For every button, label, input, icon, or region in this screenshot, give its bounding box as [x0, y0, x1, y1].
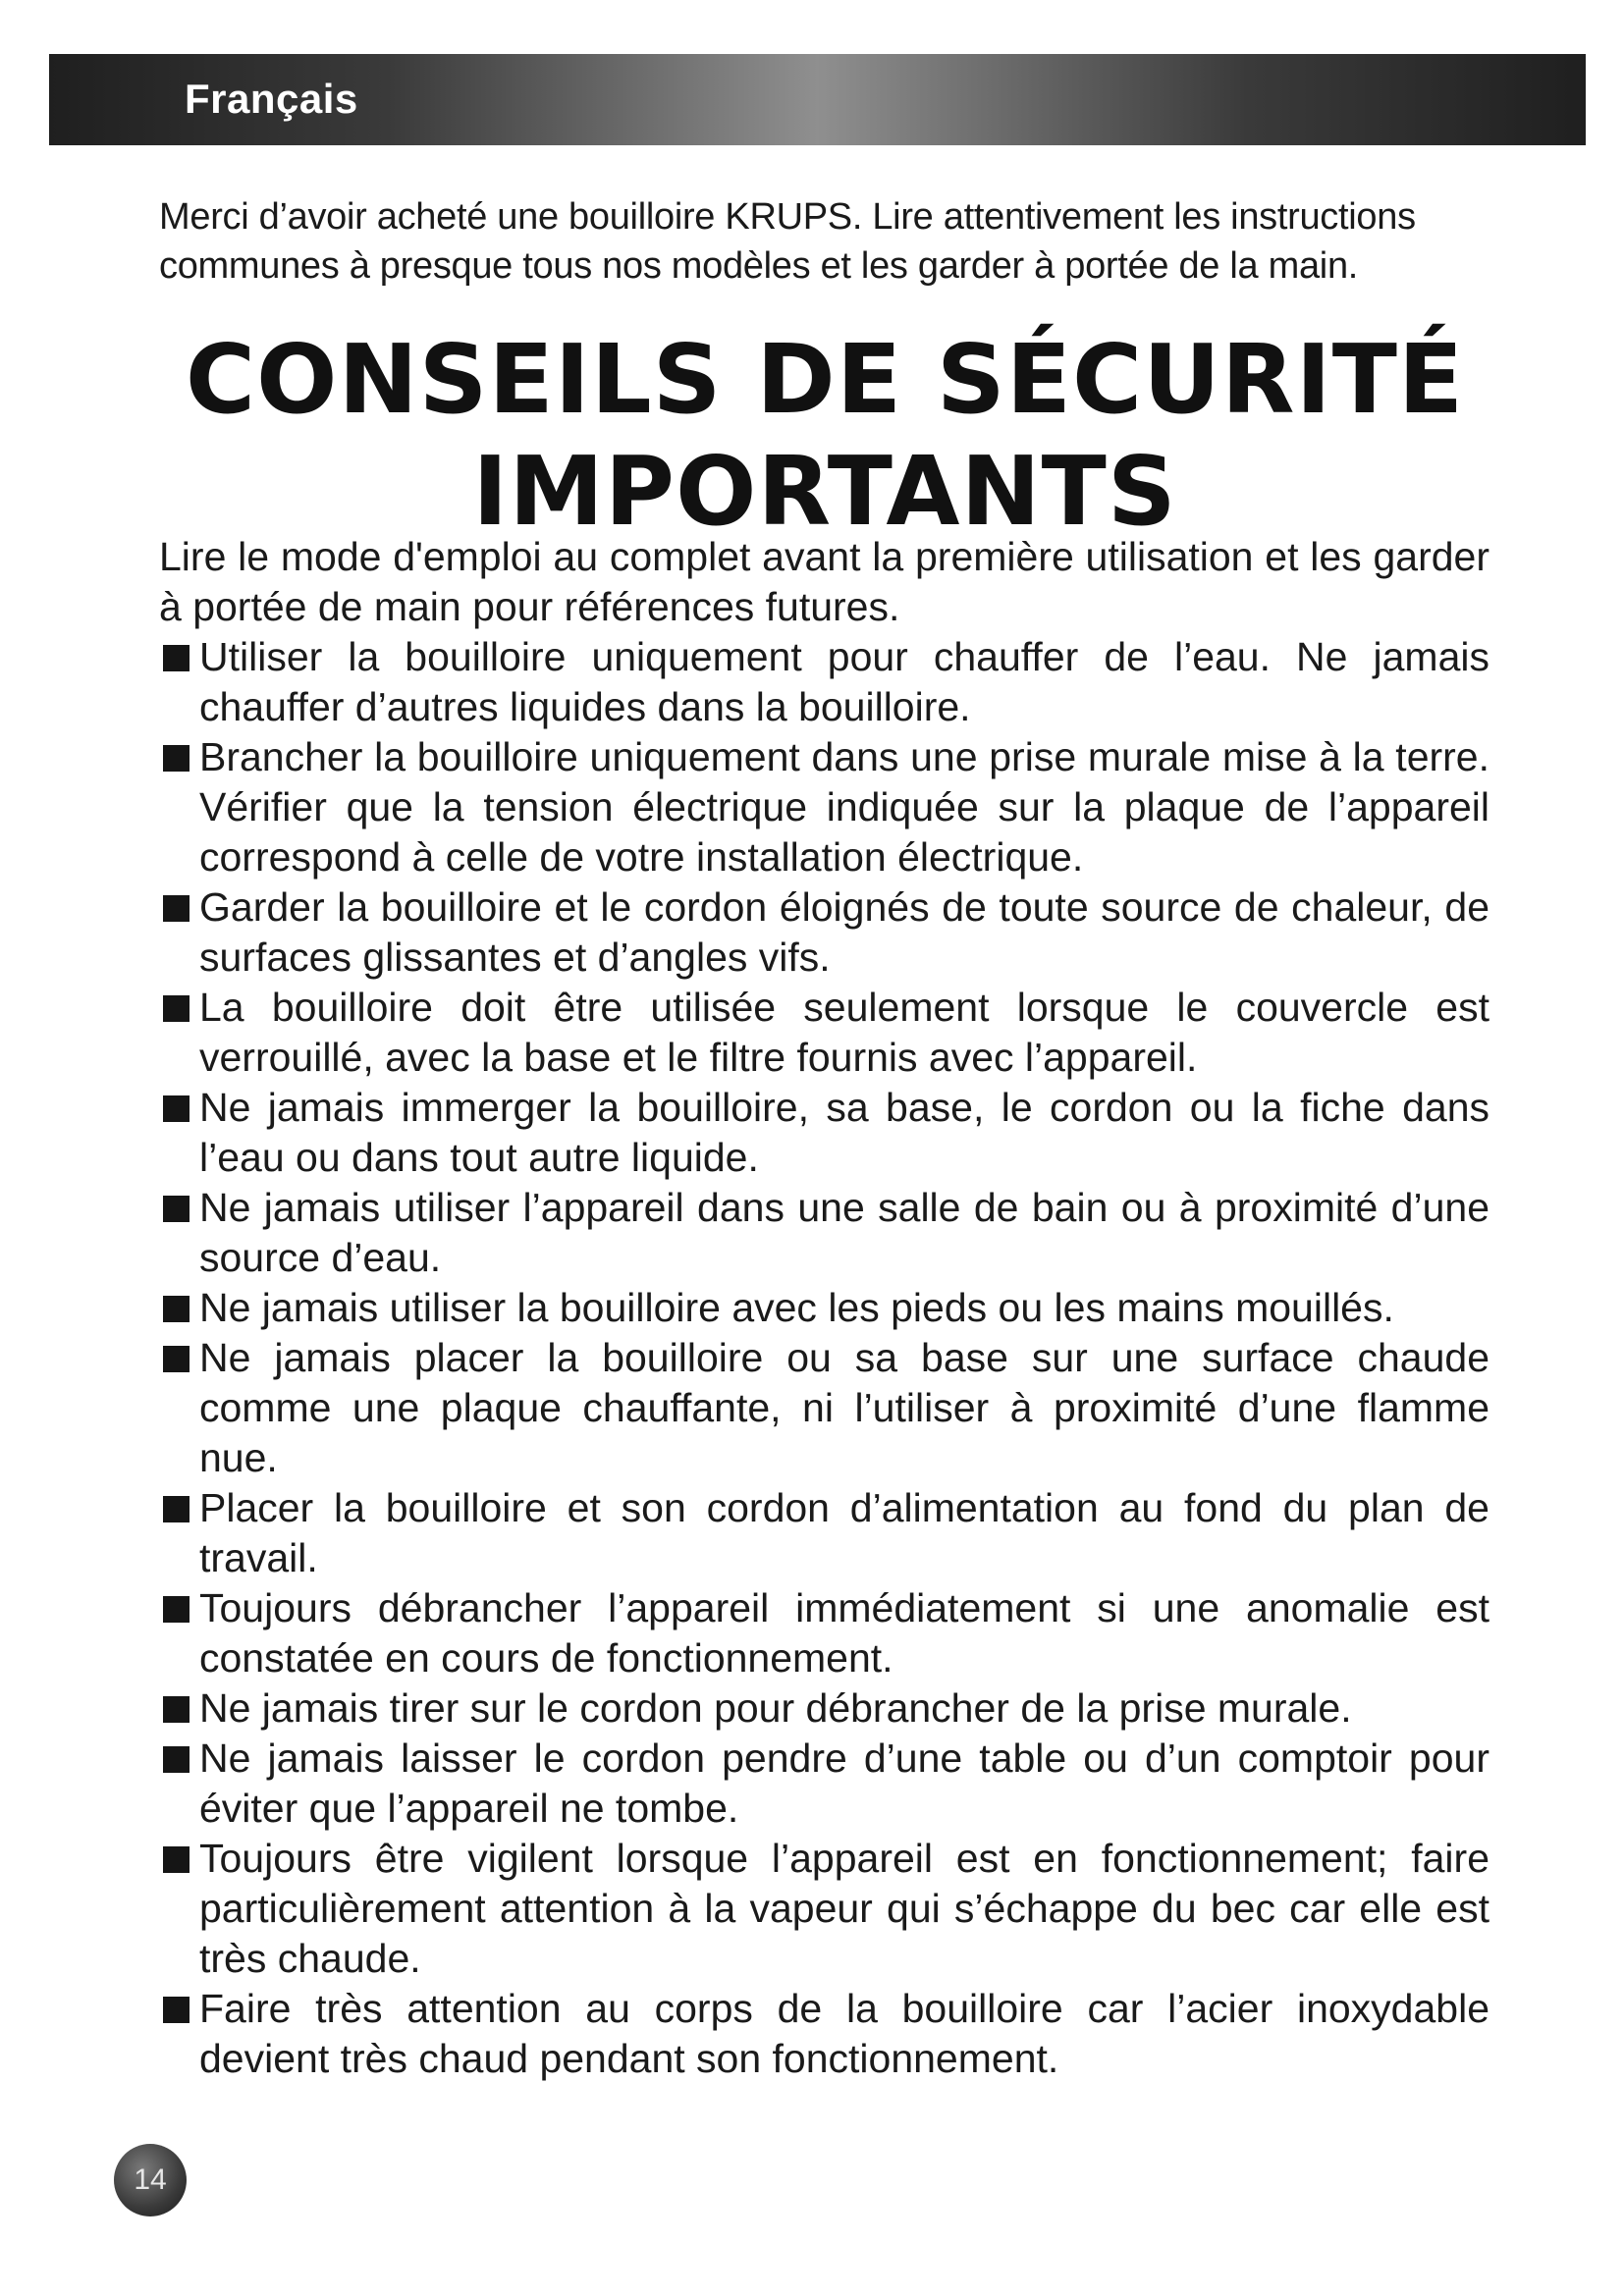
- list-item-text: Ne jamais utiliser la bouilloire avec les pieds ou les mains mouillés.: [199, 1285, 1394, 1330]
- square-bullet-icon: [163, 745, 189, 772]
- list-item: [159, 983, 1489, 1083]
- list-item-text: Ne jamais utiliser l’appareil dans une salle de bain ou à proximité d’une source d’eau.: [199, 1185, 1489, 1280]
- list-item-text: Garder la bouilloire et le cordon éloignés de toute source de chaleur, de surfaces glissantes et d’angles vifs.: [199, 884, 1489, 980]
- list-item: [159, 1583, 1489, 1683]
- square-bullet-icon: [163, 1095, 189, 1122]
- language-label: Français: [185, 76, 358, 122]
- list-item: [159, 1834, 1489, 1984]
- list-item-text: Faire très attention au corps de la bouilloire car l’acier inoxydable devient très chaud pendant son fonctionnement.: [199, 1986, 1489, 2081]
- list-item: [159, 632, 1489, 732]
- list-item-text: Toujours débrancher l’appareil immédiatement si une anomalie est constatée en cours de fonctionnement.: [199, 1585, 1489, 1681]
- list-item-text: Toujours être vigilent lorsque l’appareil est en fonctionnement; faire particulièrement attention à la vapeur qui s’échappe du bec car elle est très chaude.: [199, 1836, 1489, 1981]
- page-number-badge: 14: [114, 2144, 187, 2216]
- title-line-1: CONSEILS DE SÉCURITÉ: [185, 324, 1465, 435]
- list-item-text: Ne jamais placer la bouilloire ou sa base sur une surface chaude comme une plaque chauffante, ni l’utiliser à proximité d’une flamme nue.: [199, 1335, 1489, 1480]
- safety-list: [159, 632, 1489, 2084]
- square-bullet-icon: [163, 1746, 189, 1773]
- list-item: [159, 1734, 1489, 1834]
- list-item: [159, 1083, 1489, 1183]
- list-item-text: Ne jamais tirer sur le cordon pour débrancher de la prise murale.: [199, 1685, 1352, 1731]
- list-item-text: Utiliser la bouilloire uniquement pour chauffer de l’eau. Ne jamais chauffer d’autres liquides dans la bouilloire.: [199, 634, 1489, 729]
- square-bullet-icon: [163, 1346, 189, 1372]
- square-bullet-icon: [163, 1846, 189, 1873]
- list-item: [159, 1333, 1489, 1483]
- list-item: [159, 882, 1489, 983]
- list-item-text: Brancher la bouilloire uniquement dans une prise murale mise à la terre. Vérifier que la tension électrique indiquée sur la plaque de l’appareil correspond à celle de votre installation électrique.: [199, 734, 1489, 880]
- language-header-bar: [49, 54, 1586, 145]
- list-item-text: Placer la bouilloire et son cordon d’alimentation au fond du plan de travail.: [199, 1485, 1489, 1580]
- square-bullet-icon: [163, 1196, 189, 1222]
- square-bullet-icon: [163, 1997, 189, 2023]
- list-item: [159, 1183, 1489, 1283]
- square-bullet-icon: [163, 645, 189, 671]
- square-bullet-icon: [163, 895, 189, 922]
- title-line-2: IMPORTANTS: [472, 436, 1177, 547]
- list-item-text: Ne jamais immerger la bouilloire, sa base, le cordon ou la fiche dans l’eau ou dans tout autre liquide.: [199, 1085, 1489, 1180]
- list-item-text: La bouilloire doit être utilisée seulement lorsque le couvercle est verrouillé, avec la base et le filtre fournis avec l’appareil.: [199, 985, 1489, 1080]
- list-item: [159, 1984, 1489, 2084]
- list-item: [159, 1283, 1489, 1333]
- square-bullet-icon: [163, 995, 189, 1022]
- list-item: [159, 1483, 1489, 1583]
- intro-paragraph: Merci d’avoir acheté une bouilloire KRUPS. Lire attentivement les instructions communes à presque tous nos modèles et les garder à portée de la main.: [159, 196, 1416, 287]
- square-bullet-icon: [163, 1496, 189, 1522]
- page-title: [147, 324, 1502, 548]
- square-bullet-icon: [163, 1696, 189, 1723]
- list-item: [159, 732, 1489, 882]
- safety-section: [159, 532, 1489, 2084]
- lead-paragraph: Lire le mode d'emploi au complet avant la première utilisation et les garder à portée de main pour références futures.: [159, 534, 1489, 629]
- list-item: [159, 1683, 1489, 1734]
- square-bullet-icon: [163, 1296, 189, 1322]
- list-item-text: Ne jamais laisser le cordon pendre d’une table ou d’un comptoir pour éviter que l’appareil ne tombe.: [199, 1735, 1489, 1831]
- square-bullet-icon: [163, 1596, 189, 1623]
